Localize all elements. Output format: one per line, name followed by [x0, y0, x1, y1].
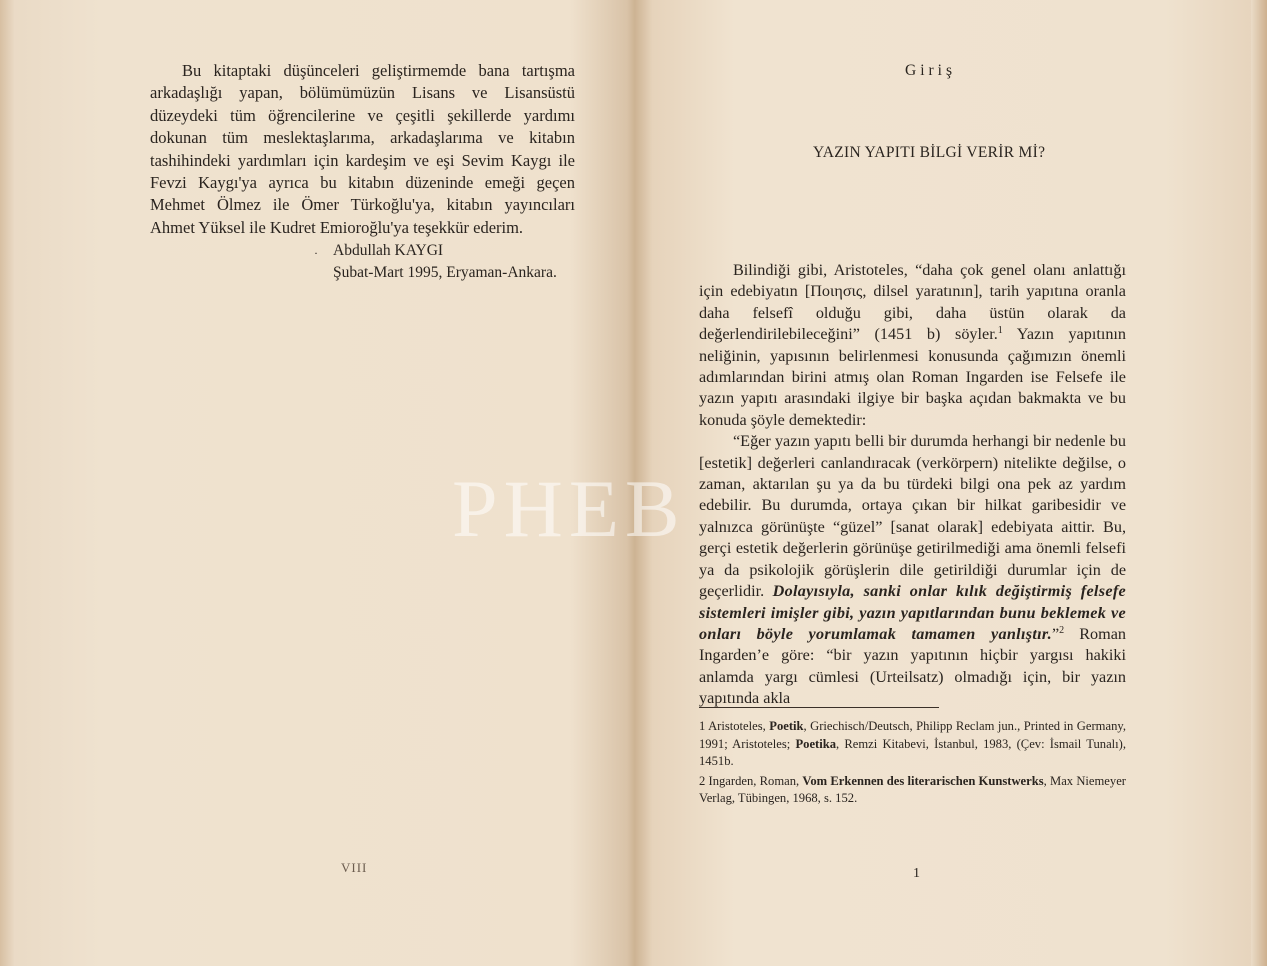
- place-date: Şubat-Mart 1995, Eryaman-Ankara.: [333, 264, 557, 281]
- footnote-1: [699, 718, 1126, 771]
- chapter-heading: Giriş: [905, 62, 956, 79]
- footnote-1-text-a: 1 Aristoteles,: [699, 719, 770, 733]
- acknowledgement-text: Bu kitaptaki düşünceleri geliştirmemde bana tartışma arkadaşlığı yapan, bölümümüzün Lisans ve Lisansüstü düzeydeki tüm öğrencilerine ve çeşitli şekillerde yardımı dokunan tüm meslektaşlarıma, arkadaşlarıma ve kitabın tashihindeki yardımları için kardeşim ve eşi Sevim Kaygı ile Fevzi Kaygı'ya ayrıca bu kitabın düzeninde emeği geçen Mehmet Ölmez ile Ömer Türkoğlu'ya, kitabın yayıncıları Ahmet Yüksel ile Kudret Emioroğlu'ya teşekkür ederim.: [150, 61, 575, 237]
- section-title: YAZIN YAPITI BİLGİ VERİR Mİ?: [813, 144, 1046, 161]
- footnote-2-text-a: 2 Ingarden, Roman,: [699, 773, 803, 788]
- paragraph-2: [699, 431, 1126, 709]
- footnote-ref-2: 2: [1059, 624, 1065, 636]
- author-name: Abdullah KAYGI: [333, 242, 444, 259]
- paragraph-2-text-a: “Eğer yazın yapıtı belli bir durumda herhangi bir nedenle bu [estetik] değerleri canlandıracak (verkörpern) nitelikte değilse, o zaman, aktarılan şu ya da bu türdeki bilgi ona pek az yardım edebilir. Bu durumda, ortaya çıkan bir hilkat garibesidir ve yalnızca görünüşte “güzel” [sanat olarak] edebiyata aittir. Bu, gerçi estetik değerlerin görünüşe getirilmediği ama önemli felsefi ya da psikolojik görüşlerin dile getirildiği durumlar için de geçerlidir.: [699, 432, 1126, 601]
- paragraph-2-text-b: Roman Ingarden’e göre: “bir yazın yapıtının hiçbir yargısı hakiki anlamda yargı cümlesi (Urteilsatz) olmadığı için, bir yazın yapıtında akla: [699, 624, 1126, 708]
- emphasized-quote: Dolayısıyla, sanki onlar kılık değiştirmiş felsefe sistemleri imişler gibi, yazın yapıtlarından bunu beklemek ve onları böyle yorumlamak tamamen yanlıştır.: [699, 582, 1126, 643]
- bullet-dot: ·: [314, 246, 318, 260]
- paragraph-1-text-b: Yazın yapıtının neliğinin, yapısının belirlenmesi konusunda çağımızın önemli adımlarından birini atmış olan Roman Ingarden ise Felsefe ile yazın yapıtı arasındaki ilgiye bir başka açıdan bakmakta ve bu konuda şöyle demektedir:: [699, 325, 1127, 429]
- signature-block: [314, 240, 557, 284]
- right-page-number: 1: [913, 866, 920, 881]
- paragraph-1-text-a: Bilindiği gibi, Aristoteles, “daha çok genel olanı anlattığı için edebiyatın [Ποιησις, dilsel yaratının], tarih yapıtına oranla daha felsefî olduğu gibi, daha üstün olarak da değerlendirilebileceğini” (1451 b) söyler.: [699, 261, 1126, 344]
- paragraph-1: [699, 260, 1126, 431]
- left-page-number: VIII: [341, 860, 368, 875]
- quote-close: ”: [1051, 624, 1060, 643]
- acknowledgement-paragraph: [150, 60, 575, 239]
- body-text: [699, 260, 1126, 710]
- footnote-1-title-1: Poetik: [769, 719, 804, 733]
- footnote-ref-1: 1: [997, 325, 1003, 337]
- footnote-rule: [699, 707, 939, 708]
- footnote-2-title: Vom Erkennen des literarischen Kunstwerks: [802, 773, 1044, 788]
- footnotes: [699, 718, 1126, 810]
- footnote-1-title-2: Poetika: [795, 736, 837, 751]
- footnote-1-text-b: , Griechisch/Deutsch, Philipp Reclam jun., Printed in Germany, 1991; Aristoteles;: [699, 719, 1126, 751]
- footnote-1-text-c: , Remzi Kitabevi, İstanbul, 1983, (Çev: İsmail Tunalı), 1451b.: [699, 736, 1126, 769]
- watermark: PHEB: [452, 463, 686, 554]
- footnote-2: [699, 773, 1126, 808]
- footnote-2-text-b: , Max Niemeyer Verlag, Tübingen, 1968, s. 152.: [699, 773, 1126, 806]
